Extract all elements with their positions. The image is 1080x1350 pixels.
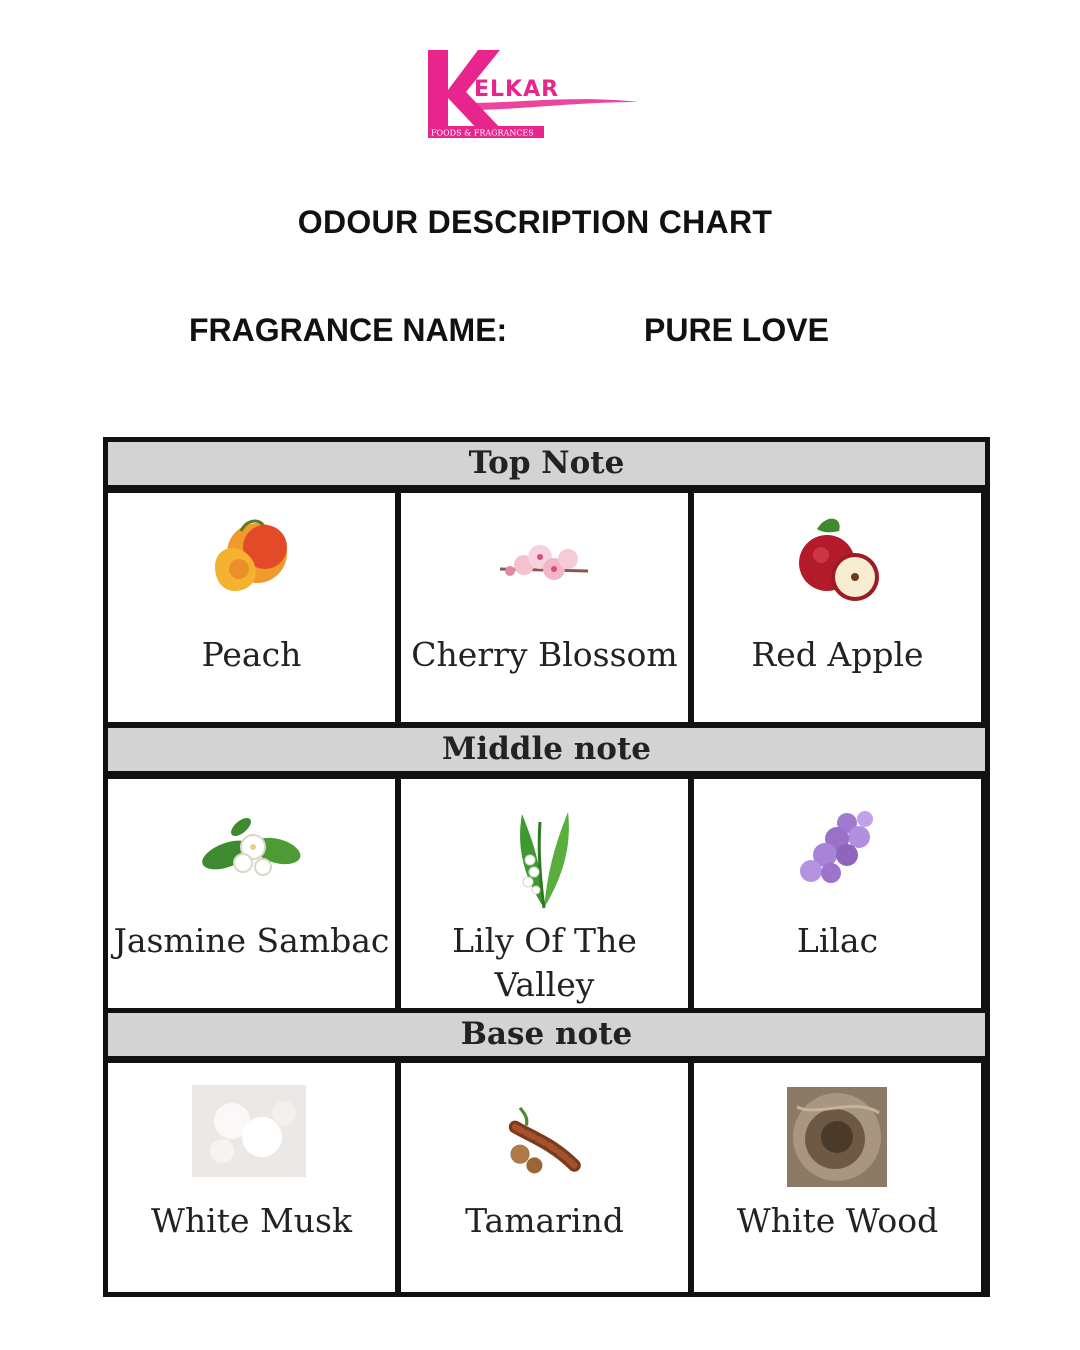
red-apple-icon bbox=[787, 509, 887, 609]
note-label: Red Apple bbox=[751, 635, 924, 674]
note-label: Lily Of The Valley bbox=[452, 921, 637, 1004]
logo-tagline: FOODS & FRAGRANCES bbox=[431, 128, 534, 138]
lilac-icon bbox=[787, 795, 887, 895]
note-cell-white-musk bbox=[108, 1063, 395, 1292]
kelkar-logo-mark bbox=[426, 44, 642, 144]
base-note-heading: Base note bbox=[108, 1013, 985, 1056]
note-label: Jasmine Sambac bbox=[113, 921, 390, 960]
peach-icon bbox=[201, 509, 301, 609]
note-cell-tamarind bbox=[401, 1063, 688, 1292]
cherry-blossom-icon bbox=[471, 509, 617, 609]
note-label: White Wood bbox=[736, 1201, 939, 1240]
note-label: White Musk bbox=[151, 1201, 352, 1240]
kelkar-logo bbox=[426, 44, 642, 144]
note-label: Peach bbox=[201, 635, 302, 674]
note-label: Cherry Blossom bbox=[411, 635, 678, 674]
note-cell-jasmine-sambac bbox=[108, 779, 395, 1008]
note-cell-peach bbox=[108, 493, 395, 722]
note-label: Tamarind bbox=[465, 1201, 624, 1240]
fragrance-name-value: PURE LOVE bbox=[644, 312, 829, 348]
tamarind-icon bbox=[494, 1103, 594, 1183]
note-cell-white-wood bbox=[694, 1063, 981, 1292]
middle-note-heading: Middle note bbox=[108, 728, 985, 771]
logo-brand-text: ELKAR bbox=[474, 77, 560, 102]
top-note-heading: Top Note bbox=[108, 442, 985, 485]
odour-chart-table bbox=[103, 437, 990, 1297]
page-title: ODOUR DESCRIPTION CHART bbox=[297, 204, 773, 240]
note-cell-cherry-blossom bbox=[401, 493, 688, 722]
jasmine-icon bbox=[201, 795, 301, 895]
lily-of-the-valley-icon bbox=[494, 805, 594, 911]
fragrance-name-label: FRAGRANCE NAME: bbox=[189, 312, 508, 348]
note-cell-red-apple bbox=[694, 493, 981, 722]
note-cell-lilac bbox=[694, 779, 981, 1008]
white-wood-icon bbox=[787, 1087, 887, 1187]
note-label: Lilac bbox=[796, 921, 879, 960]
note-cell-lily-of-the-valley bbox=[401, 779, 688, 1008]
white-musk-icon bbox=[192, 1085, 306, 1177]
